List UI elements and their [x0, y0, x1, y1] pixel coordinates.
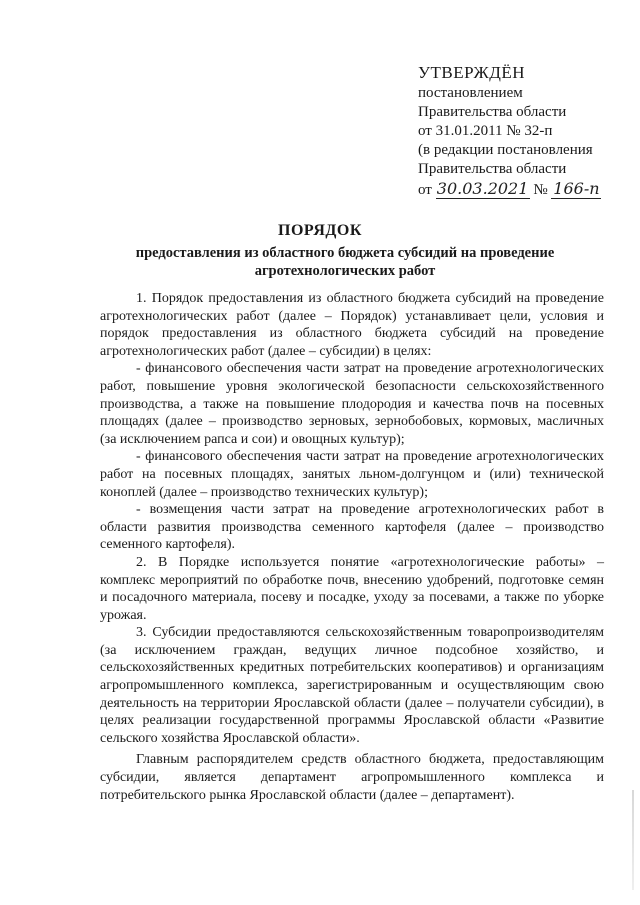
document-title: ПОРЯДОК	[278, 222, 362, 239]
document-subtitle: предоставления из областного бюджета субсидий на проведение агротехнологических работ	[135, 245, 555, 279]
paragraph-2: 2. В Порядке используется понятие «агротехнологические работы» – комплекс мероприятий по обработке почв, внесению удобрений, подготовке семян и посадочного материала, посеву и посадке, уходу за посевами, а также по уборке урожая.	[100, 554, 604, 623]
approval-title: УТВЕРЖДЁН	[418, 63, 525, 82]
approval-line-2: Правительства области	[418, 104, 567, 120]
paragraph-4: Главным распорядителем средств областного бюджета, предоставляющим субсидии, является департамент агропромышленного комплекса и потребительского рынка Ярославской области (далее – департамент).	[100, 752, 604, 803]
approval-line-5: Правительства области	[418, 161, 567, 177]
handwritten-date: 30.03.2021	[436, 179, 529, 198]
paragraph-3: 3. Субсидии предоставляются сельскохозяйственным товаропроизводителям (за исключением граждан, ведущих личное подсобное хозяйство, и сельскохозяйственных кредитных потребительских кооперативов) и организациям агропромышленного комплекса, зарегистрированным и осуществляющим свою деятельность на территории Ярославской области (далее – получатели субсидии), в целях реализации государственной программы Ярославской области «Развитие сельского хозяйства Ярославской области».	[100, 625, 604, 746]
approval-line-4: (в редакции постановления	[418, 142, 593, 158]
paragraph-1: 1. Порядок предоставления из областного бюджета субсидий на проведение агротехнологических работ (далее – Порядок) устанавливает цели, условия и порядок предоставления из областного бюджета субсидий на проведение агротехнологических работ (далее – субсидии) в целях:	[100, 291, 604, 359]
approval-signature-row	[418, 179, 628, 200]
scan-edge-mark	[632, 790, 634, 890]
number-label: №	[533, 182, 548, 198]
from-label: от	[418, 182, 432, 198]
approval-line-3: от 31.01.2011 № 32-п	[418, 123, 553, 139]
approval-block	[418, 62, 628, 200]
paragraph-bullet-2: - финансового обеспечения части затрат на проведение агротехнологических работ на посевных площадях, занятых льном-долгунцом и (или) технической коноплей (далее – производство технических культур);	[100, 449, 604, 500]
handwritten-number: 166-п	[553, 179, 600, 198]
paragraph-bullet-3: - возмещения части затрат на проведение агротехнологических работ в области развития производства семенного картофеля (далее – производство семенного картофеля).	[100, 502, 604, 553]
approval-line-1: постановлением	[418, 85, 523, 101]
document-body	[100, 290, 604, 804]
paragraph-bullet-1: - финансового обеспечения части затрат на проведение агротехнологических работ, повышение уровня экологической безопасности сельскохозяйственного производства, а также на повышение плодородия и качества почв на посевных площадях (далее – производство зерновых, зернобобовых, кормовых, масличных (за исключением рапса и сои) и овощных культур);	[100, 361, 604, 447]
